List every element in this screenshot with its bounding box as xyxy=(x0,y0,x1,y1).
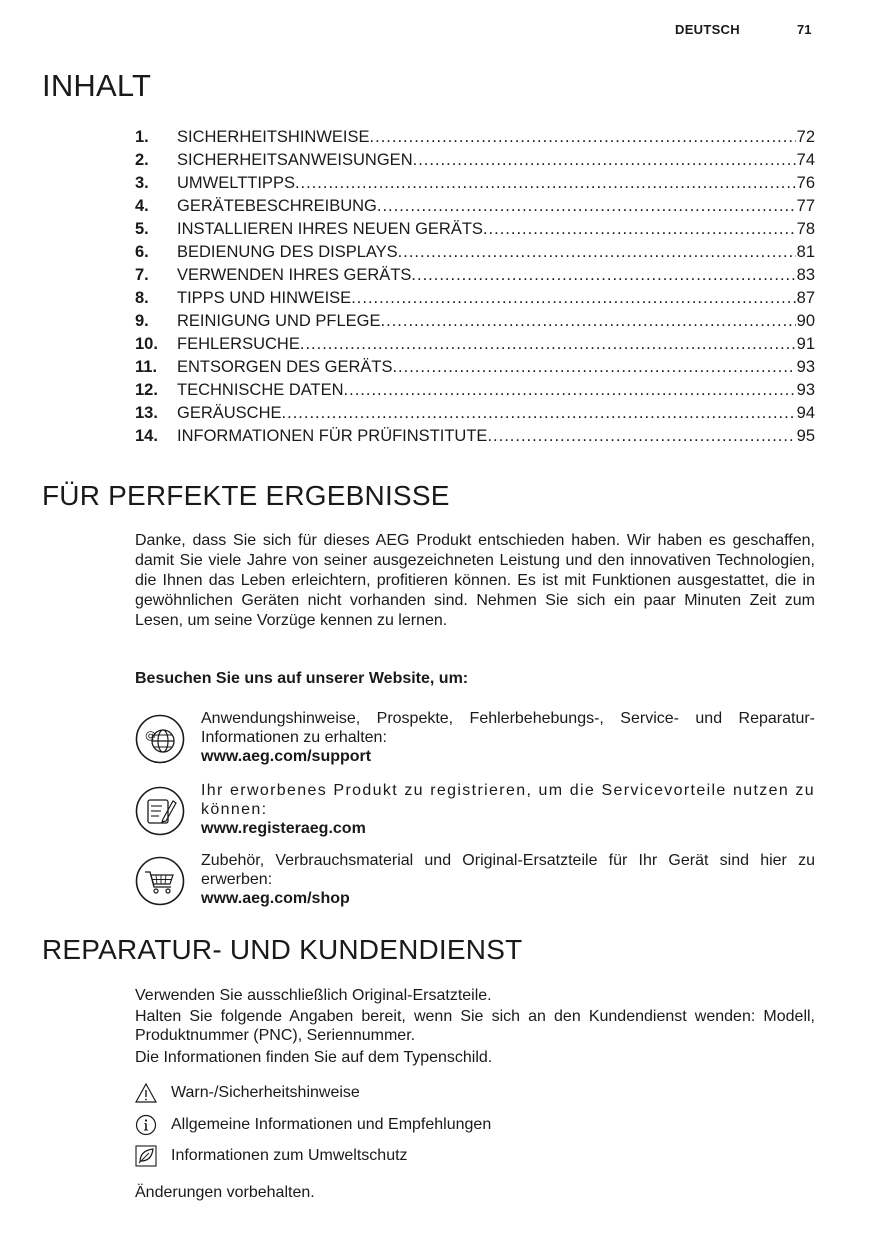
toc-entry-title: SICHERHEITSANWEISUNGEN xyxy=(177,151,413,169)
toc-entry[interactable] xyxy=(135,381,815,404)
toc-entry[interactable] xyxy=(135,312,815,335)
toc-entry-number: 8. xyxy=(135,289,149,307)
toc-leader-dots xyxy=(411,266,795,285)
toc-entry-page: 81 xyxy=(796,243,815,261)
toc-entry[interactable] xyxy=(135,128,815,151)
toc-leader-dots xyxy=(392,358,795,377)
section-heading-repair: REPARATUR- UND KUNDENDIENST xyxy=(42,934,523,965)
toc-entry-number: 13. xyxy=(135,404,158,422)
toc-entry[interactable] xyxy=(135,266,815,289)
support-link-block xyxy=(135,709,815,775)
toc-entry-title: UMWELTTIPPS xyxy=(177,174,295,192)
toc-entry-number: 5. xyxy=(135,220,149,238)
shop-description: Zubehör, Verbrauchsmaterial und Original-Ersatzteile für Ihr Gerät sind hier zu erwerben: xyxy=(201,852,815,888)
toc-entry[interactable] xyxy=(135,151,815,174)
toc-leader-dots xyxy=(295,174,796,193)
toc-entry-number: 10. xyxy=(135,335,158,353)
repair-line-details: Halten Sie folgende Angaben bereit, wenn Sie sich an den Kundendienst wenden: Modell, Produktnummer (PNC), Seriennummer. xyxy=(135,1008,815,1044)
repair-line-parts: Verwenden Sie ausschließlich Original-Ersatzteile. xyxy=(135,987,492,1004)
toc-entry-page: 93 xyxy=(796,381,815,399)
legend-info-text: Allgemeine Informationen und Empfehlungen xyxy=(171,1116,492,1133)
repair-line-rating-plate: Die Informationen finden Sie auf dem Typenschild. xyxy=(135,1049,493,1066)
toc-entry-page: 72 xyxy=(796,128,815,146)
toc-entry-title: VERWENDEN IHRES GERÄTS xyxy=(177,266,412,284)
toc-entry-title: BEDIENUNG DES DISPLAYS xyxy=(177,243,398,261)
toc-entry[interactable] xyxy=(135,404,815,427)
support-link-text xyxy=(201,709,815,766)
toc-leader-dots xyxy=(282,404,796,423)
shop-link-block xyxy=(135,851,815,917)
toc-entry-title: ENTSORGEN DES GERÄTS xyxy=(177,358,393,376)
register-url-link[interactable]: www.registeraeg.com xyxy=(201,820,366,837)
shop-link-text xyxy=(201,851,815,908)
toc-entry[interactable] xyxy=(135,243,815,266)
register-description: Ihr erworbenes Produkt zu registrieren, um die Servicevorteile nutzen zu können: xyxy=(201,782,815,818)
toc-entry-number: 7. xyxy=(135,266,149,284)
table-of-contents xyxy=(135,128,815,450)
info-icon xyxy=(135,1114,157,1136)
toc-entry-page: 93 xyxy=(796,358,815,376)
toc-leader-dots xyxy=(377,197,796,216)
toc-entry-title: INFORMATIONEN FÜR PRÜFINSTITUTE xyxy=(177,427,488,445)
toc-entry-title: SICHERHEITSHINWEISE xyxy=(177,128,370,146)
page-number: 71 xyxy=(797,22,812,37)
toc-entry-title: GERÄTEBESCHREIBUNG xyxy=(177,197,377,215)
toc-entry-page: 87 xyxy=(796,289,815,307)
toc-entry[interactable] xyxy=(135,289,815,312)
visit-website-label: Besuchen Sie uns auf unserer Website, um: xyxy=(135,670,469,687)
toc-entry[interactable] xyxy=(135,335,815,358)
toc-leader-dots xyxy=(351,289,795,308)
legend-warning-text: Warn-/Sicherheitshinweise xyxy=(171,1084,360,1101)
register-link-block xyxy=(135,781,815,847)
toc-entry[interactable] xyxy=(135,358,815,381)
toc-leader-dots xyxy=(381,312,796,331)
toc-entry-title: TIPPS UND HINWEISE xyxy=(177,289,352,307)
language-label: DEUTSCH xyxy=(675,22,740,37)
toc-entry[interactable] xyxy=(135,427,815,450)
toc-entry-page: 91 xyxy=(796,335,815,353)
toc-entry-number: 1. xyxy=(135,128,149,146)
toc-entry-page: 76 xyxy=(796,174,815,192)
toc-leader-dots xyxy=(413,151,796,170)
support-description: Anwendungshinweise, Prospekte, Fehlerbehebungs-, Service- und Reparatur-Informationen zu erhalten: xyxy=(201,710,815,746)
support-url-link[interactable]: www.aeg.com/support xyxy=(201,748,372,765)
toc-entry-title: GERÄUSCHE xyxy=(177,404,282,422)
register-form-icon xyxy=(135,786,185,836)
environment-leaf-icon xyxy=(135,1145,157,1167)
toc-leader-dots xyxy=(483,220,796,239)
toc-entry-page: 77 xyxy=(796,197,815,215)
toc-entry-page: 78 xyxy=(796,220,815,238)
toc-entry-page: 95 xyxy=(796,427,815,445)
toc-entry-number: 2. xyxy=(135,151,149,169)
toc-heading: INHALT xyxy=(42,68,152,103)
toc-entry-number: 9. xyxy=(135,312,149,330)
toc-entry-title: TECHNISCHE DATEN xyxy=(177,381,344,399)
shopping-cart-icon xyxy=(135,856,185,906)
toc-entry-number: 4. xyxy=(135,197,149,215)
svg-text:@: @ xyxy=(145,729,156,742)
toc-entry-number: 12. xyxy=(135,381,158,399)
toc-entry[interactable] xyxy=(135,197,815,220)
warning-icon xyxy=(135,1082,157,1104)
intro-paragraph: Danke, dass Sie sich für dieses AEG Produkt entschieden haben. Wir haben es geschaffen, damit Sie viele Jahre von seiner ausgezeichneten Leistung und den innovativen Technologien, die Ihnen das Leben erleichtern, profitieren können. Es ist mit Funktionen ausgestattet, die in gewöhnlichen Geräten nicht vorhanden sind. Nehmen Sie sich ein paar Minuten Zeit zum Lesen, um seine Vorzüge kennen zu lernen. xyxy=(135,532,815,629)
globe-at-icon xyxy=(135,714,185,764)
toc-entry-number: 11. xyxy=(135,358,158,376)
toc-leader-dots xyxy=(398,243,796,262)
legend-environment-text: Informationen zum Umweltschutz xyxy=(171,1147,408,1164)
toc-entry-title: FEHLERSUCHE xyxy=(177,335,300,353)
shop-url-link[interactable]: www.aeg.com/shop xyxy=(201,890,350,907)
register-link-text xyxy=(201,781,815,838)
toc-entry-title: INSTALLIEREN IHRES NEUEN GERÄTS xyxy=(177,220,483,238)
toc-entry[interactable] xyxy=(135,174,815,197)
page-header xyxy=(0,22,875,40)
toc-entry-page: 90 xyxy=(796,312,815,330)
toc-leader-dots xyxy=(300,335,796,354)
toc-entry-title: REINIGUNG UND PFLEGE xyxy=(177,312,381,330)
toc-leader-dots xyxy=(344,381,796,400)
toc-entry-page: 94 xyxy=(796,404,815,422)
changes-reserved-note: Änderungen vorbehalten. xyxy=(135,1184,315,1201)
toc-entry-number: 6. xyxy=(135,243,149,261)
toc-leader-dots xyxy=(370,128,796,147)
toc-entry-number: 14. xyxy=(135,427,158,445)
toc-leader-dots xyxy=(487,427,795,446)
toc-entry-page: 83 xyxy=(796,266,815,284)
toc-entry[interactable] xyxy=(135,220,815,243)
toc-entry-number: 3. xyxy=(135,174,149,192)
toc-entry-page: 74 xyxy=(796,151,815,169)
section-heading-results: FÜR PERFEKTE ERGEBNISSE xyxy=(42,480,450,511)
